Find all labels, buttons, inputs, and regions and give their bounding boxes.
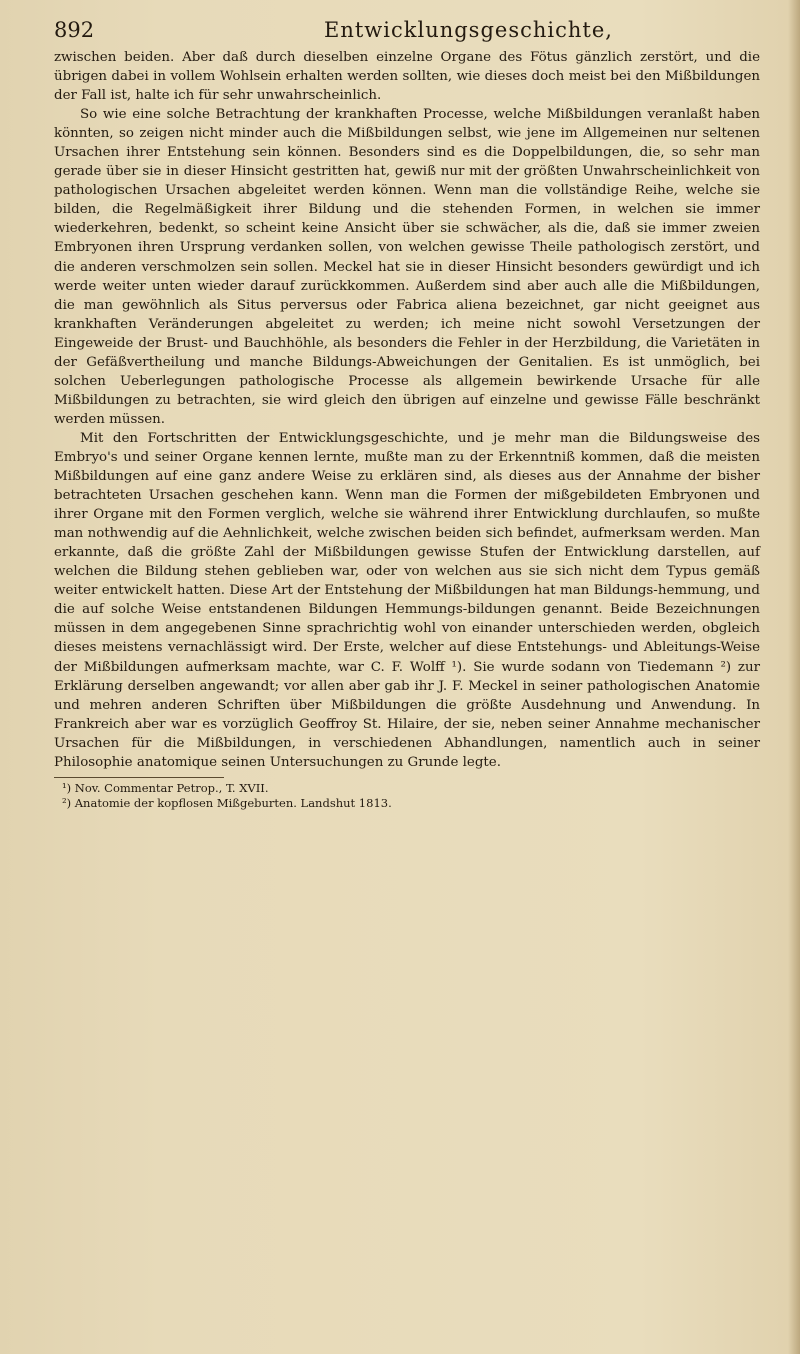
paragraph-1: zwischen beiden. Aber daß durch dieselben einzelne Organe des Fötus gänzlich zerstört, und die übrigen dabei in vollem Wohlsein erhalten werden sollten, wie dieses doch meist bei den Mißbildungen der Fall ist, halte ich für sehr unwahrscheinlich. — [54, 50, 760, 104]
page-header — [54, 18, 760, 48]
page-number: 892 — [54, 18, 95, 42]
paragraph-3: Mit den Fortschritten der Entwicklungsgeschichte, und je mehr man die Bildungsweise des Embryo's und seiner Organe kennen lernte, mußte man zu der Erkenntniß kommen, daß die meisten Mißbildungen auf eine ganz andere Weise zu erklären sind, als dieses aus der Annahme der bisher betrachteten Ursachen geschehen kann. Wenn man die Formen der mißgebildeten Embryonen und ihrer Organe mit den Formen verglich, welche sie während ihrer Entwicklung durchlaufen, so mußte man nothwendig auf die Aehnlichkeit, welche zwischen beiden sich befindet, aufmerksam werden. Man erkannte, daß die größte Zahl der Mißbildungen gewisse Stufen der Entwicklung darstellen, auf welchen die Bildung stehen geblieben war, oder von welchen aus sie sich nicht dem Typus gemäß weiter entwickelt hatten. Diese Art der Entstehung der Mißbildungen hat man Bildungs-hemmung, und die auf solche Weise entstandenen Bildungen Hemmungs-bildungen genannt. Beide Bezeichnungen müssen in dem angegebenen Sinne sprachrichtig wohl von einander unterschieden werden, obgleich dieses meistens vernachlässigt wird. Der Erste, welcher auf diese Entstehungs- und Ableitungs-Weise der Mißbildungen aufmerksam machte, war C. F. Wolff ¹). Sie wurde sodann von Tiedemann ²) zur Erklärung derselben angewandt; vor allen aber gab ihr J. F. Meckel in seiner pathologischen Anatomie und mehren anderen Schriften über Mißbildungen die größte Ausdehnung und Anwendung. In Frankreich aber war es vorzüglich Geoffroy St. Hilaire, der sie, neben seiner Annahme mechanischer Ursachen für die Mißbildungen, in verschiedenen Abhandlungen, namentlich auch in seiner Philosophie anatomique seinen Untersuchungen zu Grunde legte. — [54, 430, 760, 770]
footnote-1: ¹) Nov. Commentar Petrop., T. XVII. — [62, 780, 269, 795]
page-edge-shadow — [788, 0, 800, 1354]
paragraph-2: So wie eine solche Betrachtung der krankhaften Processe, welche Mißbildungen veranlaßt haben könnten, so zeigen nicht minder auch die Mißbildungen selbst, wie jene im Allgemeinen nur seltenen Ursachen ihrer Entstehung sein können. Besonders sind es die Doppelbildungen, die, so sehr man gerade über sie in dieser Hinsicht gestritten hat, gewiß nur mit der größten Unwahrscheinlichkeit von pathologischen Ursachen abgeleitet werden können. Wenn man die vollständige Reihe, welche sie bilden, die Regelmäßigkeit ihrer Bildung und die stehenden Formen, in welchen sie immer wiederkehren, bedenkt, so scheint keine Ansicht über sie schwächer, als die, daß sie immer zweien Embryonen ihren Ursprung verdanken sollen, von welchen gewisse Theile pathologisch zerstört, und die anderen verschmolzen sein sollen. Meckel hat sie in dieser Hinsicht besonders gewürdigt und ich werde weiter unten wieder darauf zurückkommen. Außerdem sind aber auch alle die Mißbildungen, die man gewöhnlich als Situs perversus oder Fabrica aliena bezeichnet, gar nicht geeignet aus krankhaften Veränderungen abgeleitet zu werden; ich meine nicht sowohl Versetzungen der Eingeweide der Brust- und Bauchhöhle, als besonders die Fehler in der Herzbildung, die Varietäten in der Gefäßvertheilung und manche Bildungs-Abweichungen der Genitalien. Es ist unmöglich, bei solchen Ueberlegungen pathologische Processe als allgemein bewirkende Ursache für alle Mißbildungen zu betrachten, sie wird gleich den übrigen auf einzelne und gewisse Fälle beschränkt werden müssen. — [54, 107, 760, 427]
body-text — [54, 48, 760, 772]
footnotes — [54, 781, 760, 811]
running-title: Entwicklungsgeschichte, — [324, 18, 613, 42]
footnote-2: ²) Anatomie der kopflosen Mißgeburten. Landshut 1813. — [62, 795, 392, 810]
footnote-rule — [54, 777, 224, 778]
